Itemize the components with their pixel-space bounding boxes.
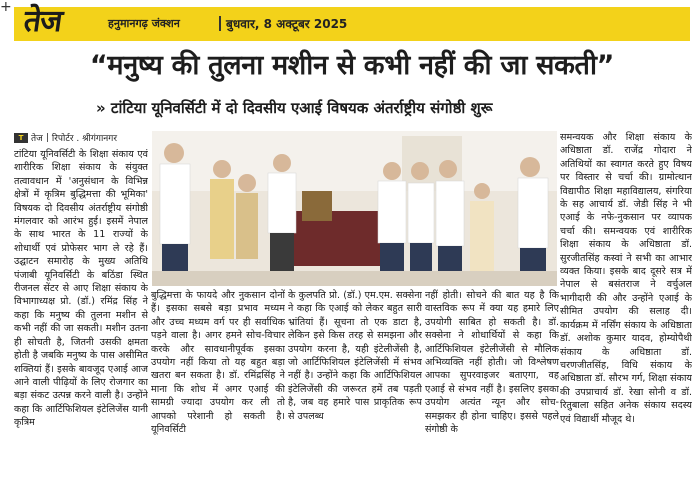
- article-column-1: [14, 148, 148, 478]
- article-text-2: बुद्धिमत्ता के फायदे और नुकसान दोनों हैं। इसका सबसे बड़ा प्रभाव मध्यम और उच्च मध्यम वर्ग पर ही सर्वाधिक पड़ने वाला है। अगर हमने सोच-विचार करके और सावधानीपूर्वक इसका उपयोग नहीं किया तो यह बहुत बड़ा खतरा बन सकता है। डॉ. रमिंद्रसिंह ने माना कि शोध में अगर एआई की सामग्री ज्यादा उपयोग कर ली तो आपको परेशानी हो सकती है। यूनिवर्सिटी: [151, 290, 285, 436]
- crosshair-cursor-icon: +: [0, 0, 12, 15]
- publication-date: बुधवार, 8 अक्टूबर 2025: [226, 17, 348, 31]
- byline-paper: तेज: [31, 134, 43, 144]
- edition-name: हनुमानगढ़ जंक्शन: [108, 17, 180, 30]
- byline-separator: |: [45, 132, 49, 143]
- event-photo-illustration: [152, 131, 557, 286]
- byline: [14, 131, 117, 144]
- article-column-4: [425, 289, 559, 479]
- article-column-5: [560, 131, 692, 481]
- event-photo: [152, 131, 557, 286]
- article-text-5: समन्वयक और शिक्षा संकाय के अधिष्ठाता डॉ. राजेंद्र गोदारा ने अतिथियों का स्वागत करते हुए विषय पर विस्तार से चर्चा की। ग्रामोत्थान विद्यापीठ शिक्षा महाविद्यालय, संगरिया के सह आचार्य डॉ. जेडी सिंह ने भी एआई के नफे-नुकसान पर व्यापक चर्चा की। समन्वयक एवं शारीरिक शिक्षा संकाय के अधिष्ठाता डॉ. सुरजीतसिंह कस्वां ने सभी का आभार व्यक्त किया। इसके बाद दूसरे सत्र में नेपाल से बसंतराज ने वर्चुअल भागीदारी की और उन्होंने एआई के सीमित उपयोग की सलाह दी। कार्यक्रम में नर्सिंग संकाय के अधिष्ठाता डॉ. अशोक कुमार यादव, होम्योपैथी संकाय के अधिष्ठाता डॉ. चरणजीतसिंह, विधि संकाय के अधिष्ठाता डॉ. सौरभ गर्ग, शिक्षा संकाय की उपप्राचार्य डॉ. रेखा सोनी व डॉ. रितुबाला सहित अनेक संकाय सदस्य एवं विद्यार्थी मौजूद थे।: [560, 132, 692, 425]
- newspaper-logo: तेज: [21, 4, 64, 39]
- tez-badge-icon: T: [14, 133, 28, 143]
- subheadline: » टांटिया यूनिवर्सिटी में दो दिवसीय एआई विषयक अंतर्राष्ट्रीय संगोष्ठी शुरू: [96, 99, 493, 117]
- headline: “मनुष्य की तुलना मशीन से कभी नहीं की जा सकती”: [89, 50, 615, 81]
- article-column-2: [151, 289, 285, 479]
- article-text-4: नहीं होती। सोचने की बात यह है कि वास्तविक रूप में क्या यह हमारे लिए उपयोगी साबित हो सकती है। डॉ. सक्सेना ने शोधार्थियों से कहा कि आर्टिफिशियल इंटेलीजेंसी से मौलिक अभिव्यक्ति नहीं होती। जो विश्लेषण आपका सुपरवाइजर बताएगा, वह एआई से संभव नहीं है। इसलिए इसका उपयोग अत्यंत न्यून और सोच-समझकर ही होना चाहिए। इससे पहले संगोष्ठी के: [425, 290, 559, 436]
- byline-reporter: रिपोर्टर . श्रीगंगानगर: [51, 134, 118, 144]
- article-column-3: [288, 289, 422, 479]
- masthead-divider: [219, 16, 221, 31]
- article-text-3: के कुलपति प्रो. (डॉ.) एम.एम. सक्सेना ने कहा कि एआई को लेकर बहुत सारी भ्रांतियां हैं। सूचना तो एक डाटा है, लेकिन इसे किस तरह से समझना और उपयोग करना है, यही इंटेलीजेंसी है, जो आर्टिफिशियल इंटेलिजेंसी में संभव नहीं है। उन्होंने कहा कि आर्टिफिशियल इंटेलिजेंसी की जरूरत हमें तब पड़ती है, जब वह हमारे पास प्राकृतिक रूप से उपलब्ध: [288, 290, 422, 422]
- article-text-1: टांटिया यूनिवर्सिटी के शिक्षा संकाय एवं शारीरिक शिक्षा संकाय के संयुक्त तत्वावधान में 'अनुसंधान के विभिन्न क्षेत्रों में कृत्रिम बुद्धिमत्ता की भूमिका' विषयक दो दिवसीय अंतर्राष्ट्रीय संगोष्ठी मंगलवार को आरंभ हुई। इसमें नेपाल के साथ भारत के 11 राज्यों के शोधार्थी एवं प्रोफेसर भाग ले रहे हैं। उद्घाटन समारोह के मुख्य अतिथि पंजाबी यूनिवर्सिटी के बठिंडा स्थित रीजनल सेंटर से आए शिक्षा संकाय के विभागाध्यक्ष प्रो. (डॉ.) रमिंद्र सिंह ने कहा कि मनुष्य की तुलना मशीन से कभी नहीं की जा सकती। मशीन उतना ही सोचती है, जितनी उसकी क्षमता होती है जबकि मनुष्य के पास असीमित शक्तियां हैं। इसके बावजूद एआई आज आने वाली पीढ़ियों के लिए रोजगार का बड़ा संकट उत्पन्न करने वाली है। उन्होंने कहा कि आर्टिफिशियल इंटेलिजेंस यानी कृत्रिम: [14, 149, 148, 429]
- masthead-bar: [14, 4, 690, 41]
